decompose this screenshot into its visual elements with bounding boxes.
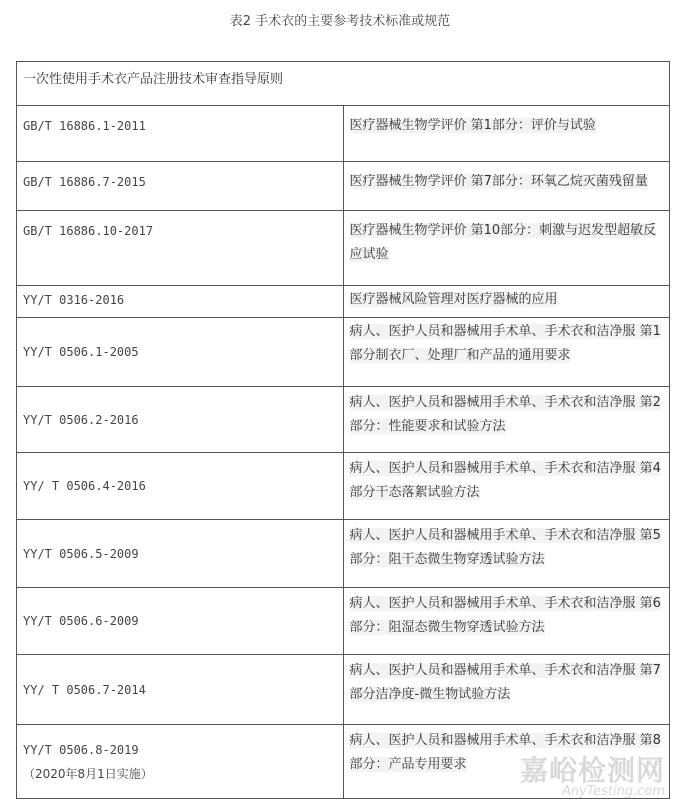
watermark-cn: 嘉峪检测网 <box>519 754 665 787</box>
table-header: 一次性使用手术衣产品注册技术审查指导原则 <box>17 62 670 106</box>
standard-title: 医疗器械生物学评价 第7部分：环氧乙烷灭菌残留量 <box>343 162 670 211</box>
table-row <box>17 520 670 588</box>
standard-code: YY/ T 0506.4-2016 <box>17 453 344 520</box>
standard-code: GB/T 16886.10-2017 <box>17 211 344 286</box>
effective-date-note: （2020年8月1日实施） <box>23 766 153 781</box>
standards-table <box>16 61 670 799</box>
standard-code: YY/T 0316-2016 <box>17 286 344 318</box>
standard-code: YY/ T 0506.7-2014 <box>17 655 344 725</box>
standard-title: 医疗器械生物学评价 第10部分：刺激与迟发型超敏反应试验 <box>343 211 670 286</box>
table-row <box>17 655 670 725</box>
standard-code: YY/T 0506.8-2019 <box>23 742 139 757</box>
standard-code: YY/T 0506.2-2016 <box>17 387 344 453</box>
standard-code-cell <box>17 725 344 799</box>
standard-code: GB/T 16886.1-2011 <box>17 106 344 162</box>
standard-title: 医疗器械风险管理对医疗器械的应用 <box>343 286 670 318</box>
table-title: 表2 手术衣的主要参考技术标准或规范 <box>229 14 451 29</box>
standard-title: 病人、医护人员和器械用手术单、手术衣和洁净服 第4部分干态落絮试验方法 <box>343 453 670 520</box>
standard-code: GB/T 16886.7-2015 <box>17 162 344 211</box>
standard-title: 医疗器械生物学评价 第1部分：评价与试验 <box>343 106 670 162</box>
standard-title: 病人、医护人员和器械用手术单、手术衣和洁净服 第6部分：阻湿态微生物穿透试验方法 <box>343 588 670 655</box>
table-row <box>17 211 670 286</box>
standard-title: 病人、医护人员和器械用手术单、手术衣和洁净服 第7部分洁净度-微生物试验方法 <box>343 655 670 725</box>
standard-title: 病人、医护人员和器械用手术单、手术衣和洁净服 第1部分制衣厂、处理厂和产品的通用要求 <box>343 318 670 387</box>
table-row <box>17 453 670 520</box>
table-row <box>17 286 670 318</box>
table-row <box>17 588 670 655</box>
table-header-row <box>17 62 670 106</box>
table-row <box>17 318 670 387</box>
table-row <box>17 725 670 799</box>
standard-title: 病人、医护人员和器械用手术单、手术衣和洁净服 第8部分：产品专用要求 嘉峪检测网 AnyTesting.com <box>343 725 670 799</box>
table-row <box>17 106 670 162</box>
standard-code: YY/T 0506.5-2009 <box>17 520 344 588</box>
table-row <box>17 162 670 211</box>
standard-code: YY/T 0506.1-2005 <box>17 318 344 387</box>
table-row <box>17 387 670 453</box>
standard-title: 病人、医护人员和器械用手术单、手术衣和洁净服 第2部分：性能要求和试验方法 <box>343 387 670 453</box>
standard-code: YY/T 0506.6-2009 <box>17 588 344 655</box>
watermark-logo <box>519 754 665 799</box>
watermark-en: AnyTesting.com <box>561 784 665 799</box>
standard-title: 病人、医护人员和器械用手术单、手术衣和洁净服 第5部分：阻干态微生物穿透试验方法 <box>343 520 670 588</box>
